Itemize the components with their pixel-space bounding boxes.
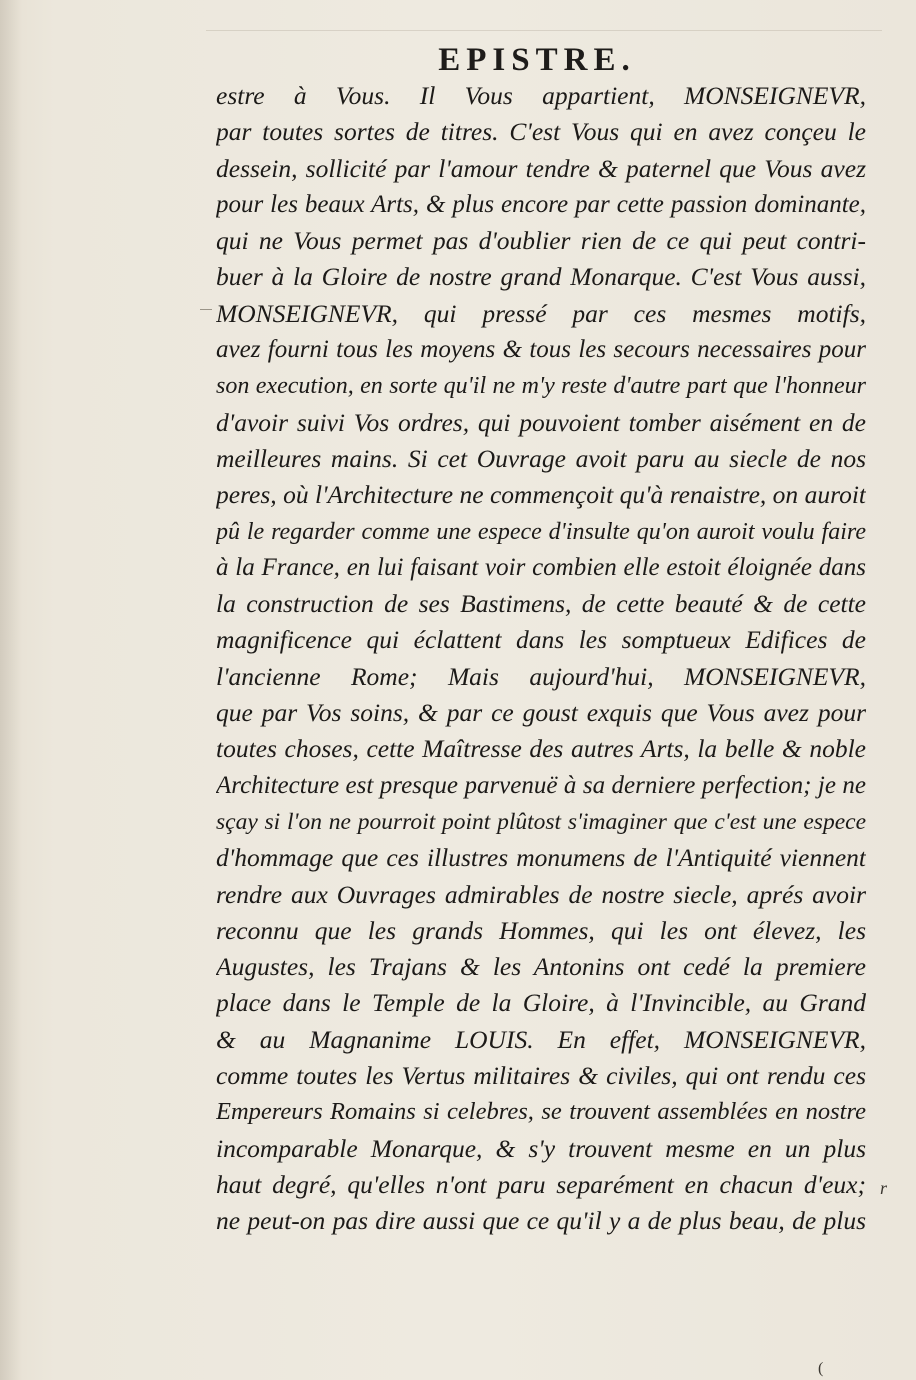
gutter-shadow	[0, 0, 22, 1380]
text-line: Architecture est presque parvenuë à sa derniere perfection; je ne	[216, 771, 866, 799]
text-line: & au Magnanime LOUIS. En effet, MONSEIGNEVR,	[216, 1024, 866, 1054]
text-line: par toutes sortes de titres. C'est Vous qui en avez conçeu le	[216, 117, 866, 147]
text-line: d'avoir suivi Vos ordres, qui pouvoient tomber aisément en de	[216, 407, 866, 437]
text-line: place dans le Temple de la Gloire, à l'Invincible, au Grand	[216, 988, 866, 1018]
text-line: peres, où l'Architecture ne commençoit qu'à renaistre, on auroit	[216, 480, 866, 510]
text-line: toutes choses, cette Maîtresse des autres Arts, la belle & noble	[216, 734, 866, 764]
text-line: comme toutes les Vertus militaires & civiles, qui ont rendu ces	[216, 1061, 866, 1091]
text-line: magnificence qui éclattent dans les somptueux Edifices de	[216, 625, 866, 655]
text-line: estre à Vous. Il Vous appartient, MONSEIGNEVR,	[216, 81, 866, 110]
text-line: d'hommage que ces illustres monumens de l'Antiquité viennent	[216, 843, 866, 873]
text-line: reconnu que les grands Hommes, qui les ont élevez, les	[216, 915, 866, 945]
text-line: meilleures mains. Si cet Ouvrage avoit paru au siecle de nos	[216, 443, 866, 473]
text-line: la construction de ses Bastimens, de cette beauté & de cette	[216, 589, 866, 619]
text-line: haut degré, qu'elles n'ont paru separément en chacun d'eux;	[216, 1169, 866, 1199]
text-line: ne peut-on pas dire aussi que ce qu'il y a de plus beau, de plus	[216, 1206, 866, 1236]
text-line: son execution, en sorte qu'il ne m'y reste d'autre part que l'honneur	[216, 373, 866, 400]
text-line: Empereurs Romains si celebres, se trouvent assemblées en nostre	[216, 1098, 866, 1126]
text-line: avez fourni tous les moyens & tous les secours necessaires pour	[216, 336, 866, 364]
text-line: dessein, sollicité par l'amour tendre & paternel que Vous avez	[216, 153, 866, 183]
epistle-text-block	[216, 78, 866, 1240]
plate-edge	[206, 30, 882, 31]
text-line: sçay si l'on ne pourroit point plûtost s'imaginer que c'est une espece	[216, 808, 866, 835]
text-line: rendre aux Ouvrages admirables de nostre siecle, aprés avoir	[216, 879, 866, 909]
text-line: à la France, en lui faisant voir combien elle estoit éloignée dans	[216, 553, 866, 581]
text-line: Augustes, les Trajans & les Antonins ont cedé la premiere	[216, 952, 866, 982]
bottom-mark: (	[818, 1360, 824, 1377]
margin-dash	[200, 309, 212, 310]
text-line: l'ancienne Rome; Mais aujourd'hui, MONSEIGNEVR,	[216, 661, 866, 691]
text-line: que par Vos soins, & par ce goust exquis que Vous avez pour	[216, 698, 866, 728]
text-line: incomparable Monarque, & s'y trouvent mesme en un plus	[216, 1133, 866, 1163]
text-line: MONSEIGNEVR, qui pressé par ces mesmes motifs,	[216, 298, 866, 328]
text-line: pour les beaux Arts, & plus encore par cette passion dominante,	[216, 190, 866, 218]
running-heading: EPISTRE.	[438, 42, 636, 78]
text-line: buer à la Gloire de nostre grand Monarque. C'est Vous aussi,	[216, 262, 866, 292]
text-line: pû le regarder comme une espece d'insulte qu'on auroit voulu faire	[216, 518, 866, 545]
margin-mark: r	[880, 1178, 888, 1198]
text-line: qui ne Vous permet pas d'oublier rien de ce qui peut contri-	[216, 226, 866, 256]
